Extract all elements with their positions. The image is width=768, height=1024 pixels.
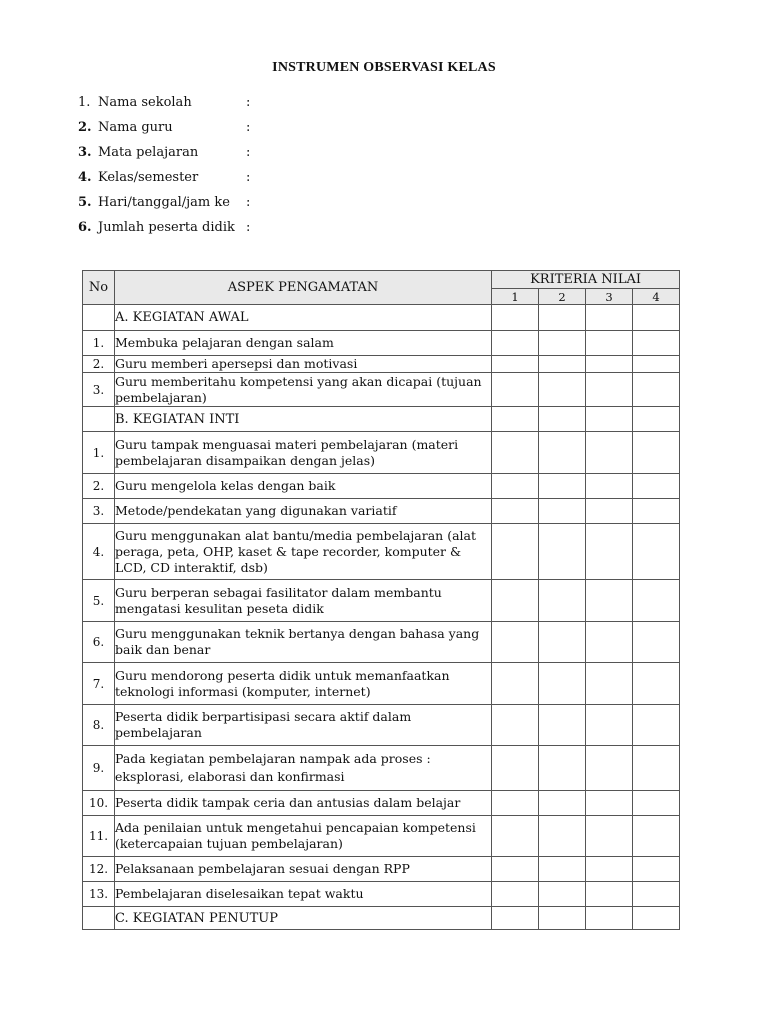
row-number: 1. (83, 331, 115, 356)
score-cell-4[interactable] (633, 580, 680, 622)
aspect-text: Membuka pelajaran dengan salam (115, 331, 492, 356)
score-cell-1[interactable] (492, 816, 539, 857)
section-row (83, 305, 680, 331)
row-number: 9. (83, 746, 115, 791)
score-cell-3[interactable] (586, 407, 633, 432)
aspect-text: Guru mendorong peserta didik untuk memanfaatkan teknologi informasi (komputer, internet) (115, 663, 492, 705)
info-label-class: Kelas/semester (98, 170, 199, 185)
info-field-students[interactable]: : (246, 220, 251, 235)
section-row (83, 907, 680, 930)
score-cell-2[interactable] (539, 356, 586, 373)
row-number: 8. (83, 705, 115, 746)
info-label-subject: Mata pelajaran (98, 145, 199, 160)
column-header-no: No (83, 271, 115, 305)
row-number: 4. (83, 524, 115, 580)
score-cell-1[interactable] (492, 791, 539, 816)
score-cell-1[interactable] (492, 407, 539, 432)
score-cell-3[interactable] (586, 705, 633, 746)
row-number: 2. (83, 356, 115, 373)
aspect-text: Peserta didik tampak ceria dan antusias dalam belajar (115, 791, 492, 816)
score-cell-2[interactable] (539, 407, 586, 432)
aspect-text: Guru berperan sebagai fasilitator dalam membantu mengatasi kesulitan peseta didik (115, 580, 492, 622)
info-label-school: Nama sekolah (98, 95, 192, 110)
info-label-date: Hari/tanggal/jam ke (98, 195, 230, 210)
score-cell-2[interactable] (539, 524, 586, 580)
score-cell-2[interactable] (539, 580, 586, 622)
score-cell-2[interactable] (539, 746, 586, 791)
score-cell-1[interactable] (492, 622, 539, 663)
aspect-text: Guru memberitahu kompetensi yang akan dicapai (tujuan pembelajaran) (115, 373, 492, 407)
criteria-value-4: 4 (633, 289, 680, 305)
score-cell-3[interactable] (586, 816, 633, 857)
aspect-text: Metode/pendekatan yang digunakan variatif (115, 499, 492, 524)
row-number: 12. (83, 857, 115, 882)
score-cell-4[interactable] (633, 857, 680, 882)
section-title: B. KEGIATAN INTI (115, 407, 492, 432)
info-field-date[interactable]: : (246, 195, 251, 210)
score-cell-1[interactable] (492, 857, 539, 882)
info-field-teacher[interactable]: : (246, 120, 251, 135)
score-cell-2[interactable] (539, 791, 586, 816)
score-cell-2[interactable] (539, 857, 586, 882)
info-number: 3. (78, 145, 92, 160)
score-cell-2[interactable] (539, 499, 586, 524)
score-cell-2[interactable] (539, 816, 586, 857)
score-cell-2[interactable] (539, 907, 586, 930)
info-number: 1. (78, 95, 91, 110)
table-row (83, 816, 680, 857)
score-cell-2[interactable] (539, 663, 586, 705)
table-row (83, 331, 680, 356)
row-number: 2. (83, 474, 115, 499)
score-cell-4[interactable] (633, 882, 680, 907)
info-number: 2. (78, 120, 92, 135)
score-cell-1[interactable] (492, 746, 539, 791)
table-row (83, 882, 680, 907)
info-number: 5. (78, 195, 92, 210)
score-cell-3[interactable] (586, 580, 633, 622)
table-row (83, 524, 680, 580)
score-cell-3[interactable] (586, 663, 633, 705)
table-row (83, 663, 680, 705)
score-cell-1[interactable] (492, 331, 539, 356)
score-cell-4[interactable] (633, 474, 680, 499)
table-row (83, 622, 680, 663)
row-number (83, 407, 115, 432)
table-row (83, 746, 680, 791)
aspect-text: Ada penilaian untuk mengetahui pencapaian kompetensi (ketercapaian tujuan pembelajaran) (115, 816, 492, 857)
score-cell-4[interactable] (633, 499, 680, 524)
score-cell-1[interactable] (492, 705, 539, 746)
score-cell-4[interactable] (633, 373, 680, 407)
info-number: 6. (78, 220, 92, 235)
row-number (83, 305, 115, 331)
score-cell-2[interactable] (539, 373, 586, 407)
score-cell-1[interactable] (492, 663, 539, 705)
info-label-students: Jumlah peserta didik (98, 220, 235, 235)
score-cell-3[interactable] (586, 305, 633, 331)
row-number: 5. (83, 580, 115, 622)
info-field-subject[interactable]: : (246, 145, 251, 160)
table-header-row (83, 271, 680, 289)
row-number: 3. (83, 373, 115, 407)
score-cell-4[interactable] (633, 524, 680, 580)
row-number: 6. (83, 622, 115, 663)
observation-table (82, 270, 680, 930)
score-cell-4[interactable] (633, 705, 680, 746)
info-label-teacher: Nama guru (98, 120, 173, 135)
score-cell-4[interactable] (633, 407, 680, 432)
score-cell-3[interactable] (586, 746, 633, 791)
column-header-criteria: KRITERIA NILAI (492, 271, 680, 289)
score-cell-3[interactable] (586, 882, 633, 907)
row-number: 1. (83, 432, 115, 474)
score-cell-2[interactable] (539, 432, 586, 474)
row-number: 3. (83, 499, 115, 524)
aspect-text: Guru menggunakan alat bantu/media pembelajaran (alat peraga, peta, OHP, kaset & tape recorder, komputer & LCD, CD interaktif, dsb) (115, 524, 492, 580)
score-cell-1[interactable] (492, 356, 539, 373)
table-row (83, 356, 680, 373)
table-row (83, 857, 680, 882)
score-cell-4[interactable] (633, 432, 680, 474)
aspect-text: Guru menggunakan teknik bertanya dengan bahasa yang baik dan benar (115, 622, 492, 663)
column-header-aspect: ASPEK PENGAMATAN (115, 271, 492, 305)
score-cell-1[interactable] (492, 907, 539, 930)
score-cell-1[interactable] (492, 524, 539, 580)
score-cell-2[interactable] (539, 622, 586, 663)
score-cell-4[interactable] (633, 622, 680, 663)
score-cell-1[interactable] (492, 499, 539, 524)
score-cell-3[interactable] (586, 331, 633, 356)
score-cell-3[interactable] (586, 356, 633, 373)
score-cell-4[interactable] (633, 331, 680, 356)
score-cell-2[interactable] (539, 882, 586, 907)
section-title: A. KEGIATAN AWAL (115, 305, 492, 331)
aspect-text: Pada kegiatan pembelajaran nampak ada proses : eksplorasi, elaborasi dan konfirmasi (115, 746, 492, 791)
document-title: INSTRUMEN OBSERVASI KELAS (272, 60, 496, 75)
score-cell-3[interactable] (586, 907, 633, 930)
score-cell-2[interactable] (539, 705, 586, 746)
score-cell-2[interactable] (539, 305, 586, 331)
score-cell-1[interactable] (492, 373, 539, 407)
score-cell-3[interactable] (586, 373, 633, 407)
score-cell-4[interactable] (633, 746, 680, 791)
info-number: 4. (78, 170, 92, 185)
aspect-text: Pelaksanaan pembelajaran sesuai dengan RPP (115, 857, 492, 882)
row-number: 7. (83, 663, 115, 705)
criteria-value-2: 2 (539, 289, 586, 305)
section-title: C. KEGIATAN PENUTUP (115, 907, 492, 930)
score-cell-1[interactable] (492, 580, 539, 622)
aspect-text: Guru mengelola kelas dengan baik (115, 474, 492, 499)
table-row (83, 474, 680, 499)
row-number: 10. (83, 791, 115, 816)
aspect-text: Guru memberi apersepsi dan motivasi (115, 356, 492, 373)
score-cell-4[interactable] (633, 356, 680, 373)
aspect-text: Guru tampak menguasai materi pembelajaran (materi pembelajaran disampaikan dengan jelas) (115, 432, 492, 474)
criteria-value-3: 3 (586, 289, 633, 305)
table-row (83, 373, 680, 407)
score-cell-1[interactable] (492, 432, 539, 474)
score-cell-1[interactable] (492, 305, 539, 331)
score-cell-4[interactable] (633, 791, 680, 816)
score-cell-3[interactable] (586, 524, 633, 580)
info-field-school[interactable]: : (246, 95, 251, 110)
score-cell-3[interactable] (586, 474, 633, 499)
score-cell-1[interactable] (492, 882, 539, 907)
score-cell-3[interactable] (586, 791, 633, 816)
row-number: 11. (83, 816, 115, 857)
row-number: 13. (83, 882, 115, 907)
score-cell-4[interactable] (633, 907, 680, 930)
table-row (83, 580, 680, 622)
table-row (83, 705, 680, 746)
aspect-text: Pembelajaran diselesaikan tepat waktu (115, 882, 492, 907)
score-cell-2[interactable] (539, 331, 586, 356)
score-cell-2[interactable] (539, 474, 586, 499)
score-cell-3[interactable] (586, 857, 633, 882)
criteria-value-1: 1 (492, 289, 539, 305)
score-cell-4[interactable] (633, 305, 680, 331)
table-row (83, 432, 680, 474)
score-cell-4[interactable] (633, 663, 680, 705)
score-cell-1[interactable] (492, 474, 539, 499)
table-row (83, 791, 680, 816)
score-cell-3[interactable] (586, 622, 633, 663)
score-cell-3[interactable] (586, 499, 633, 524)
score-cell-4[interactable] (633, 816, 680, 857)
row-number (83, 907, 115, 930)
score-cell-3[interactable] (586, 432, 633, 474)
info-field-class[interactable]: : (246, 170, 251, 185)
aspect-text: Peserta didik berpartisipasi secara aktif dalam pembelajaran (115, 705, 492, 746)
table-row (83, 499, 680, 524)
section-row (83, 407, 680, 432)
